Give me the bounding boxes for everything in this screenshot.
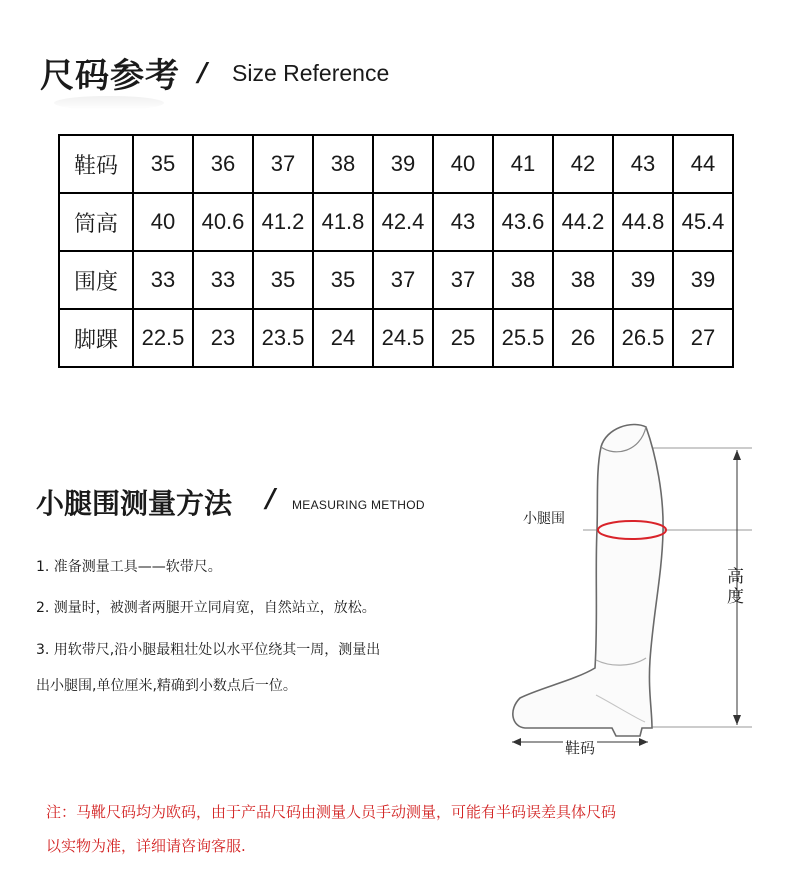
table-cell: 39 bbox=[613, 251, 673, 309]
arrow-left-icon bbox=[512, 738, 521, 746]
table-cell: 44.2 bbox=[553, 193, 613, 251]
table-cell: 25.5 bbox=[493, 309, 553, 367]
row-header: 脚踝 bbox=[59, 309, 133, 367]
table-cell: 44.8 bbox=[613, 193, 673, 251]
step-1: 1. 准备测量工具——软带尺。 bbox=[36, 559, 222, 575]
table-cell: 35 bbox=[133, 135, 193, 193]
arrow-right-icon bbox=[639, 738, 648, 746]
table-cell: 40 bbox=[133, 193, 193, 251]
table-cell: 39 bbox=[673, 251, 733, 309]
table-cell: 43 bbox=[613, 135, 673, 193]
table-cell: 23.5 bbox=[253, 309, 313, 367]
table-cell: 26 bbox=[553, 309, 613, 367]
row-header: 筒高 bbox=[59, 193, 133, 251]
table-cell: 44 bbox=[673, 135, 733, 193]
page-title-cn: 尺码参考 bbox=[40, 56, 180, 96]
table-cell: 39 bbox=[373, 135, 433, 193]
height-label-part1: 高 bbox=[727, 567, 744, 587]
table-cell: 37 bbox=[433, 251, 493, 309]
table-cell: 25 bbox=[433, 309, 493, 367]
table-cell: 38 bbox=[313, 135, 373, 193]
step-3-continued: 出小腿围,单位厘米,精确到小数点后一位。 bbox=[36, 678, 297, 694]
row-header: 鞋码 bbox=[59, 135, 133, 193]
table-cell: 35 bbox=[313, 251, 373, 309]
table-cell: 40.6 bbox=[193, 193, 253, 251]
table-cell: 24.5 bbox=[373, 309, 433, 367]
table-cell: 45.4 bbox=[673, 193, 733, 251]
section-title-en: MEASURING METHOD bbox=[292, 498, 425, 512]
table-cell: 38 bbox=[553, 251, 613, 309]
calf-label: 小腿围 bbox=[523, 511, 565, 527]
table-cell: 40 bbox=[433, 135, 493, 193]
title-separator: / bbox=[198, 58, 208, 88]
page-title-en: Size Reference bbox=[232, 60, 390, 86]
table-cell: 37 bbox=[373, 251, 433, 309]
boot-outline bbox=[513, 424, 663, 736]
table-cell: 24 bbox=[313, 309, 373, 367]
table-cell: 37 bbox=[253, 135, 313, 193]
step-3: 3. 用软带尺,沿小腿最粗壮处以水平位绕其一周，测量出 bbox=[36, 642, 381, 658]
section-title-cn: 小腿围测量方法 bbox=[36, 487, 233, 520]
table-cell: 41.8 bbox=[313, 193, 373, 251]
table-cell: 33 bbox=[133, 251, 193, 309]
table-cell: 36 bbox=[193, 135, 253, 193]
table-cell: 41.2 bbox=[253, 193, 313, 251]
table-cell: 43 bbox=[433, 193, 493, 251]
table-cell: 35 bbox=[253, 251, 313, 309]
table-cell: 27 bbox=[673, 309, 733, 367]
title-separator: / bbox=[266, 484, 276, 514]
table-cell: 26.5 bbox=[613, 309, 673, 367]
table-cell: 43.6 bbox=[493, 193, 553, 251]
arrow-down-icon bbox=[733, 715, 741, 725]
table-cell: 23 bbox=[193, 309, 253, 367]
height-label-part2: 度 bbox=[727, 587, 744, 607]
shoe-size-label: 鞋码 bbox=[565, 739, 596, 757]
table-cell: 22.5 bbox=[133, 309, 193, 367]
table-cell: 42.4 bbox=[373, 193, 433, 251]
arrow-up-icon bbox=[733, 450, 741, 460]
step-2: 2. 测量时，被测者两腿开立同肩宽，自然站立，放松。 bbox=[36, 600, 376, 616]
table-cell: 41 bbox=[493, 135, 553, 193]
note-line-1: 注：马靴尺码均为欧码，由于产品尺码由测量人员手动测量，可能有半码误差具体尺码 bbox=[46, 803, 617, 821]
row-header: 围度 bbox=[59, 251, 133, 309]
table-cell: 33 bbox=[193, 251, 253, 309]
table-cell: 42 bbox=[553, 135, 613, 193]
table-cell: 38 bbox=[493, 251, 553, 309]
note-line-2: 以实物为准，详细请咨询客服. bbox=[46, 837, 246, 855]
